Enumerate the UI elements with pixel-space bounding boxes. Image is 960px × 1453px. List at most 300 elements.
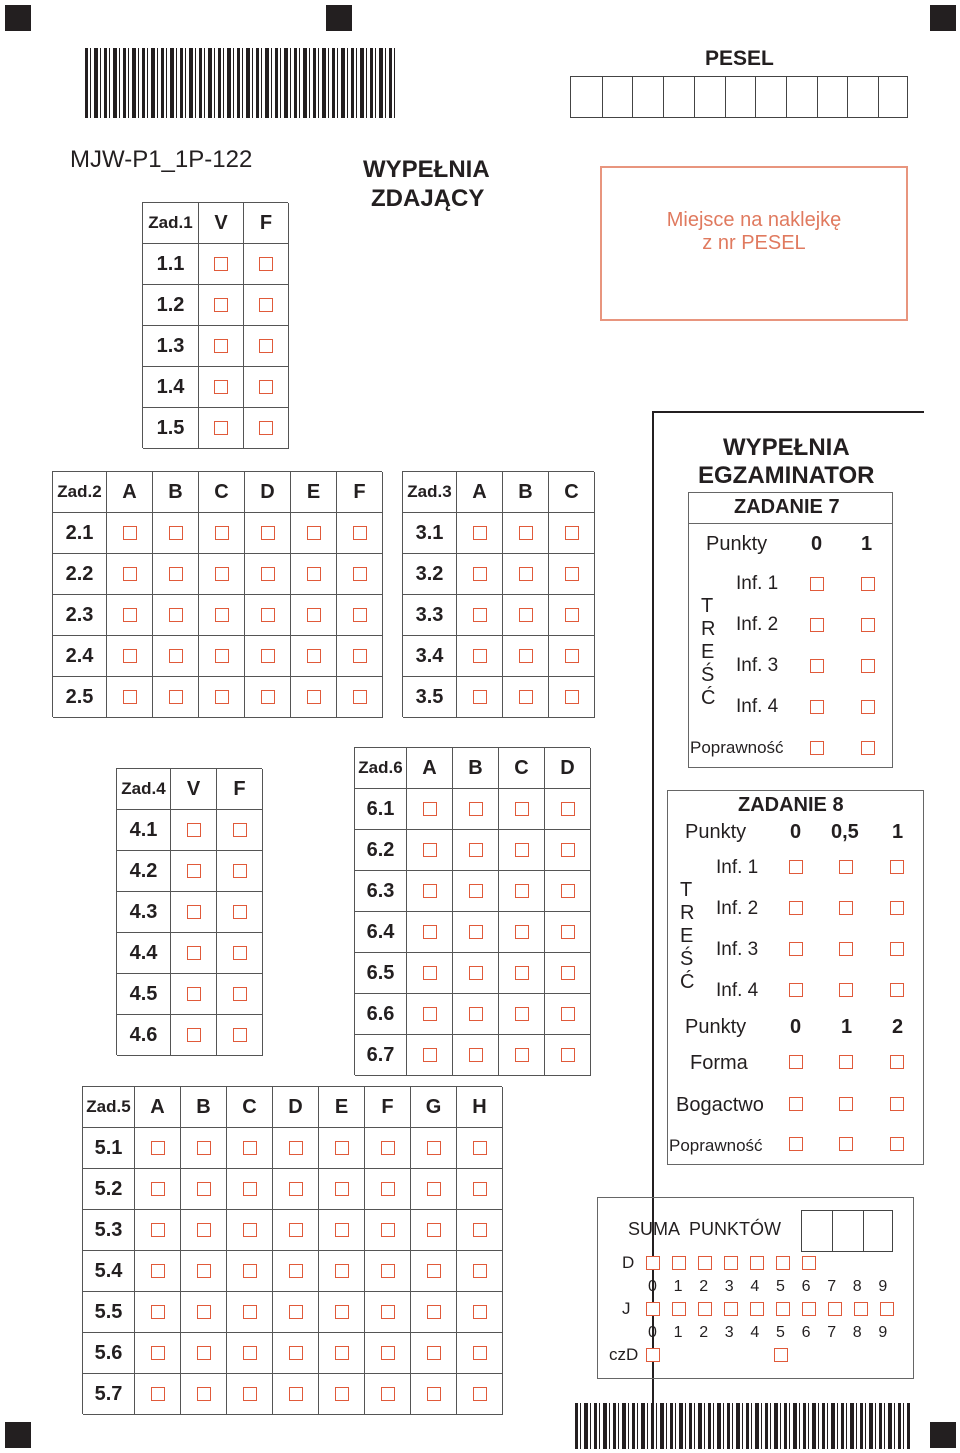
answer-checkbox[interactable]	[197, 1223, 211, 1237]
answer-checkbox[interactable]	[233, 987, 247, 1001]
task7-checkbox[interactable]	[810, 577, 824, 591]
task8-inf-label: Inf. 4	[716, 980, 759, 1001]
task4-answer-cell	[171, 933, 217, 974]
answer-checkbox[interactable]	[381, 1346, 395, 1360]
answer-checkbox[interactable]	[335, 1305, 349, 1319]
task6-col-D: D	[545, 748, 591, 789]
answer-checkbox[interactable]	[289, 1182, 303, 1196]
task6-answer-cell	[407, 789, 453, 830]
answer-checkbox[interactable]	[243, 1141, 257, 1155]
task6-row-label: 6.3	[355, 871, 407, 912]
answer-checkbox[interactable]	[169, 567, 183, 581]
task2-col-B: B	[153, 472, 199, 513]
task8-checkbox[interactable]	[890, 901, 904, 915]
answer-checkbox[interactable]	[261, 526, 275, 540]
task2-answer-cell	[199, 595, 245, 636]
answer-checkbox[interactable]	[423, 1048, 437, 1062]
answer-checkbox[interactable]	[423, 843, 437, 857]
answer-checkbox[interactable]	[353, 690, 367, 704]
answer-checkbox[interactable]	[307, 690, 321, 704]
task8-checkbox[interactable]	[789, 860, 803, 874]
task3-row-label: 3.3	[403, 595, 457, 636]
barcode-bottom	[575, 1403, 910, 1449]
fill-by-student-line2: ZDAJĄCY	[371, 185, 485, 212]
task3-col-C: C	[549, 472, 595, 513]
sum-j-checkbox[interactable]	[802, 1302, 816, 1316]
task2-answer-cell	[107, 513, 153, 554]
answer-checkbox[interactable]	[233, 905, 247, 919]
task7-inf-label: Inf. 2	[736, 614, 779, 635]
pesel-boxes[interactable]	[570, 76, 908, 118]
answer-checkbox[interactable]	[197, 1387, 211, 1401]
answer-checkbox[interactable]	[335, 1264, 349, 1278]
sum-j-checkbox[interactable]	[750, 1302, 764, 1316]
answer-checkbox[interactable]	[259, 298, 273, 312]
sum-j-checkbox[interactable]	[828, 1302, 842, 1316]
answer-checkbox[interactable]	[565, 608, 579, 622]
task8-point-05: 0,5	[831, 821, 859, 843]
answer-checkbox[interactable]	[353, 526, 367, 540]
answer-checkbox[interactable]	[473, 690, 487, 704]
answer-checkbox[interactable]	[515, 884, 529, 898]
answer-checkbox[interactable]	[289, 1387, 303, 1401]
task8-points2-label: Punkty	[685, 1016, 747, 1038]
sum-d-checkbox[interactable]	[802, 1256, 816, 1270]
tresc-letter: T	[701, 595, 714, 617]
sum-j-digit: 2	[699, 1324, 709, 1341]
task1-answer-cell	[244, 367, 289, 408]
task8-checkbox[interactable]	[789, 942, 803, 956]
answer-checkbox[interactable]	[151, 1223, 165, 1237]
task5-answer-cell	[227, 1169, 273, 1210]
sum-j-checkbox[interactable]	[646, 1302, 660, 1316]
task8-checkbox[interactable]	[789, 901, 803, 915]
task7-checkbox[interactable]	[861, 618, 875, 632]
answer-checkbox[interactable]	[169, 526, 183, 540]
task5-answer-cell	[457, 1251, 503, 1292]
sum-j-digit: 0	[648, 1324, 657, 1341]
task1-row-label: 1.4	[143, 367, 199, 408]
answer-checkbox[interactable]	[427, 1305, 441, 1319]
task8-checkbox[interactable]	[839, 1097, 853, 1111]
sum-czd-checkbox[interactable]	[646, 1348, 660, 1362]
answer-checkbox[interactable]	[565, 649, 579, 663]
sum-d-checkbox[interactable]	[724, 1256, 738, 1270]
task8-checkbox[interactable]	[839, 901, 853, 915]
answer-checkbox[interactable]	[473, 649, 487, 663]
sum-j-checkbox[interactable]	[880, 1302, 894, 1316]
task8-inf-label: Inf. 1	[716, 857, 759, 878]
answer-checkbox[interactable]	[473, 1387, 487, 1401]
answer-checkbox[interactable]	[473, 526, 487, 540]
task7-checkbox[interactable]	[861, 700, 875, 714]
answer-checkbox[interactable]	[427, 1346, 441, 1360]
task1-row-label: 1.5	[143, 408, 199, 449]
answer-checkbox[interactable]	[473, 1305, 487, 1319]
answer-checkbox[interactable]	[243, 1264, 257, 1278]
answer-checkbox[interactable]	[214, 339, 228, 353]
task7-inf-label: Inf. 4	[736, 696, 779, 717]
answer-checkbox[interactable]	[261, 608, 275, 622]
task4-answer-cell	[217, 851, 263, 892]
answer-checkbox[interactable]	[214, 380, 228, 394]
sum-j-checkbox[interactable]	[672, 1302, 686, 1316]
answer-checkbox[interactable]	[427, 1141, 441, 1155]
answer-checkbox[interactable]	[123, 690, 137, 704]
task6-answer-cell	[545, 871, 591, 912]
sum-j-digit: 8	[852, 1324, 862, 1341]
task5-answer-cell	[365, 1374, 411, 1415]
task8-title: ZADANIE 8	[738, 794, 844, 816]
answer-checkbox[interactable]	[335, 1346, 349, 1360]
answer-checkbox[interactable]	[515, 802, 529, 816]
task8-checkbox[interactable]	[890, 1137, 904, 1151]
task5-col-A: A	[135, 1087, 181, 1128]
pesel-digit-divider	[755, 77, 756, 117]
answer-checkbox[interactable]	[519, 690, 533, 704]
task4-answer-cell	[217, 1015, 263, 1056]
answer-checkbox[interactable]	[243, 1223, 257, 1237]
answer-checkbox[interactable]	[187, 823, 201, 837]
answer-checkbox[interactable]	[473, 608, 487, 622]
answer-checkbox[interactable]	[233, 946, 247, 960]
examiner-border-top	[652, 411, 924, 413]
answer-checkbox[interactable]	[335, 1223, 349, 1237]
task1-row-label: 1.3	[143, 326, 199, 367]
task3-answer-cell	[457, 677, 503, 718]
answer-checkbox[interactable]	[187, 946, 201, 960]
tresc-letter: T	[680, 879, 693, 901]
answer-checkbox[interactable]	[215, 649, 229, 663]
task6-answer-cell	[407, 1035, 453, 1076]
sum-czd-checkbox[interactable]	[774, 1348, 788, 1362]
answer-checkbox[interactable]	[469, 966, 483, 980]
task5-answer-cell	[181, 1128, 227, 1169]
answer-checkbox[interactable]	[353, 567, 367, 581]
answer-checkbox[interactable]	[561, 925, 575, 939]
answer-checkbox[interactable]	[215, 608, 229, 622]
answer-checkbox[interactable]	[519, 649, 533, 663]
answer-checkbox[interactable]	[473, 1223, 487, 1237]
answer-checkbox[interactable]	[197, 1346, 211, 1360]
task5-answer-cell	[411, 1333, 457, 1374]
answer-checkbox[interactable]	[519, 526, 533, 540]
answer-checkbox[interactable]	[427, 1264, 441, 1278]
task6-answer-cell	[499, 789, 545, 830]
answer-checkbox[interactable]	[515, 925, 529, 939]
answer-checkbox[interactable]	[353, 649, 367, 663]
task2-grid	[52, 471, 382, 717]
task4-grid	[116, 768, 262, 1055]
sum-d-checkbox[interactable]	[776, 1256, 790, 1270]
task2-answer-cell	[337, 636, 383, 677]
task5-answer-cell	[273, 1128, 319, 1169]
answer-checkbox[interactable]	[427, 1182, 441, 1196]
answer-checkbox[interactable]	[565, 567, 579, 581]
task7-checkbox[interactable]	[861, 659, 875, 673]
answer-checkbox[interactable]	[381, 1141, 395, 1155]
answer-checkbox[interactable]	[215, 567, 229, 581]
task1-answer-cell	[199, 408, 244, 449]
task3-row-label: 3.5	[403, 677, 457, 718]
answer-checkbox[interactable]	[169, 608, 183, 622]
answer-checkbox[interactable]	[151, 1182, 165, 1196]
task2-answer-cell	[199, 677, 245, 718]
answer-checkbox[interactable]	[427, 1387, 441, 1401]
sum-j-checkbox[interactable]	[724, 1302, 738, 1316]
answer-checkbox[interactable]	[473, 567, 487, 581]
tresc-letter: Ś	[680, 948, 694, 970]
task5-answer-cell	[365, 1169, 411, 1210]
answer-checkbox[interactable]	[215, 526, 229, 540]
answer-checkbox[interactable]	[123, 649, 137, 663]
tresc-letter: E	[701, 641, 715, 663]
answer-checkbox[interactable]	[307, 567, 321, 581]
sum-d-checkbox[interactable]	[750, 1256, 764, 1270]
answer-checkbox[interactable]	[215, 690, 229, 704]
task7-inf-label: Inf. 1	[736, 573, 779, 594]
answer-checkbox[interactable]	[151, 1305, 165, 1319]
task3-row-label: 3.4	[403, 636, 457, 677]
answer-checkbox[interactable]	[197, 1141, 211, 1155]
answer-checkbox[interactable]	[289, 1141, 303, 1155]
answer-checkbox[interactable]	[423, 966, 437, 980]
answer-checkbox[interactable]	[473, 1141, 487, 1155]
answer-checkbox[interactable]	[473, 1346, 487, 1360]
answer-checkbox[interactable]	[307, 608, 321, 622]
answer-checkbox[interactable]	[519, 608, 533, 622]
task8-checkbox[interactable]	[839, 860, 853, 874]
answer-checkbox[interactable]	[243, 1182, 257, 1196]
task7-inf-label: Inf. 3	[736, 655, 779, 676]
answer-checkbox[interactable]	[469, 802, 483, 816]
answer-checkbox[interactable]	[187, 987, 201, 1001]
answer-checkbox[interactable]	[197, 1182, 211, 1196]
task8-checkbox[interactable]	[890, 1055, 904, 1069]
answer-checkbox[interactable]	[381, 1387, 395, 1401]
task4-col-F: F	[217, 769, 263, 810]
answer-checkbox[interactable]	[197, 1264, 211, 1278]
tresc-letter: E	[680, 925, 694, 947]
task5-answer-cell	[319, 1333, 365, 1374]
answer-checkbox[interactable]	[561, 966, 575, 980]
sum-d-checkbox[interactable]	[646, 1256, 660, 1270]
answer-checkbox[interactable]	[515, 843, 529, 857]
answer-checkbox[interactable]	[259, 421, 273, 435]
sticker-area	[600, 166, 908, 321]
answer-checkbox[interactable]	[469, 843, 483, 857]
answer-checkbox[interactable]	[335, 1141, 349, 1155]
sum-entry-boxes[interactable]	[801, 1210, 893, 1252]
answer-checkbox[interactable]	[243, 1346, 257, 1360]
task4-row-label: 4.4	[117, 933, 171, 974]
answer-checkbox[interactable]	[261, 649, 275, 663]
answer-checkbox[interactable]	[214, 257, 228, 271]
task8-checkbox[interactable]	[890, 942, 904, 956]
task3-answer-cell	[503, 513, 549, 554]
task2-row-label: 2.3	[53, 595, 107, 636]
answer-checkbox[interactable]	[469, 925, 483, 939]
answer-checkbox[interactable]	[243, 1305, 257, 1319]
answer-checkbox[interactable]	[561, 1048, 575, 1062]
answer-checkbox[interactable]	[335, 1387, 349, 1401]
task3-answer-cell	[549, 636, 595, 677]
answer-checkbox[interactable]	[261, 567, 275, 581]
task2-answer-cell	[107, 636, 153, 677]
task7-checkbox[interactable]	[810, 741, 824, 755]
answer-checkbox[interactable]	[561, 843, 575, 857]
answer-checkbox[interactable]	[233, 864, 247, 878]
sum-czd-label: czD	[609, 1345, 639, 1364]
task3-row-label: 3.2	[403, 554, 457, 595]
task5-row-label: 5.7	[83, 1374, 135, 1415]
answer-checkbox[interactable]	[289, 1305, 303, 1319]
task8-checkbox[interactable]	[839, 1055, 853, 1069]
task5-answer-cell	[181, 1169, 227, 1210]
sum-j-checkbox[interactable]	[698, 1302, 712, 1316]
task5-answer-cell	[457, 1169, 503, 1210]
answer-checkbox[interactable]	[259, 380, 273, 394]
answer-checkbox[interactable]	[187, 905, 201, 919]
task5-row-label: 5.1	[83, 1128, 135, 1169]
tresc-letter: Ś	[701, 664, 715, 686]
answer-checkbox[interactable]	[381, 1264, 395, 1278]
task5-answer-cell	[457, 1374, 503, 1415]
task2-answer-cell	[245, 636, 291, 677]
answer-checkbox[interactable]	[261, 690, 275, 704]
task7-points-label: Punkty	[706, 533, 768, 555]
answer-checkbox[interactable]	[214, 421, 228, 435]
answer-checkbox[interactable]	[151, 1264, 165, 1278]
task8-checkbox[interactable]	[839, 983, 853, 997]
task8-checkbox[interactable]	[839, 942, 853, 956]
task5-col-D: D	[273, 1087, 319, 1128]
task4-answer-cell	[171, 892, 217, 933]
task5-row-label: 5.5	[83, 1292, 135, 1333]
answer-checkbox[interactable]	[473, 1264, 487, 1278]
sum-d-digit: 7	[827, 1278, 837, 1295]
answer-checkbox[interactable]	[123, 526, 137, 540]
task7-checkbox[interactable]	[861, 741, 875, 755]
task8-checkbox[interactable]	[789, 1137, 803, 1151]
answer-checkbox[interactable]	[169, 690, 183, 704]
answer-checkbox[interactable]	[469, 1007, 483, 1021]
task5-answer-cell	[319, 1251, 365, 1292]
task7-checkbox[interactable]	[810, 700, 824, 714]
task2-answer-cell	[245, 513, 291, 554]
answer-checkbox[interactable]	[187, 864, 201, 878]
pesel-digit-divider	[786, 77, 787, 117]
task8-checkbox[interactable]	[839, 1137, 853, 1151]
answer-checkbox[interactable]	[519, 567, 533, 581]
answer-checkbox[interactable]	[381, 1182, 395, 1196]
pesel-digit-divider	[694, 77, 695, 117]
task8-checkbox[interactable]	[890, 860, 904, 874]
answer-checkbox[interactable]	[561, 1007, 575, 1021]
task8-checkbox[interactable]	[890, 983, 904, 997]
answer-checkbox[interactable]	[469, 884, 483, 898]
answer-checkbox[interactable]	[307, 526, 321, 540]
answer-checkbox[interactable]	[169, 649, 183, 663]
task8-checkbox[interactable]	[789, 983, 803, 997]
answer-checkbox[interactable]	[423, 802, 437, 816]
task7-checkbox[interactable]	[810, 618, 824, 632]
task1-col-F: F	[244, 203, 289, 244]
answer-checkbox[interactable]	[353, 608, 367, 622]
answer-checkbox[interactable]	[197, 1305, 211, 1319]
task2-answer-cell	[153, 636, 199, 677]
answer-checkbox[interactable]	[469, 1048, 483, 1062]
answer-checkbox[interactable]	[233, 1028, 247, 1042]
task6-answer-cell	[499, 912, 545, 953]
task8-checkbox[interactable]	[789, 1055, 803, 1069]
answer-checkbox[interactable]	[151, 1387, 165, 1401]
answer-checkbox[interactable]	[289, 1346, 303, 1360]
answer-checkbox[interactable]	[187, 1028, 201, 1042]
answer-checkbox[interactable]	[259, 257, 273, 271]
answer-checkbox[interactable]	[515, 1048, 529, 1062]
task2-answer-cell	[107, 595, 153, 636]
task5-row-label: 5.2	[83, 1169, 135, 1210]
answer-checkbox[interactable]	[289, 1223, 303, 1237]
task7-checkbox[interactable]	[861, 577, 875, 591]
task5-answer-cell	[411, 1374, 457, 1415]
answer-checkbox[interactable]	[565, 690, 579, 704]
answer-checkbox[interactable]	[515, 966, 529, 980]
task2-answer-cell	[199, 554, 245, 595]
answer-checkbox[interactable]	[335, 1182, 349, 1196]
sum-j-checkbox[interactable]	[854, 1302, 868, 1316]
answer-checkbox[interactable]	[423, 925, 437, 939]
answer-checkbox[interactable]	[259, 339, 273, 353]
answer-checkbox[interactable]	[307, 649, 321, 663]
task8-checkbox[interactable]	[789, 1097, 803, 1111]
answer-checkbox[interactable]	[381, 1223, 395, 1237]
sum-d-label: D	[622, 1253, 635, 1272]
answer-checkbox[interactable]	[427, 1223, 441, 1237]
task7-checkbox[interactable]	[810, 659, 824, 673]
answer-checkbox[interactable]	[289, 1264, 303, 1278]
answer-checkbox[interactable]	[151, 1346, 165, 1360]
answer-checkbox[interactable]	[473, 1182, 487, 1196]
task5-answer-cell	[365, 1128, 411, 1169]
sum-d-checkbox[interactable]	[672, 1256, 686, 1270]
answer-checkbox[interactable]	[243, 1387, 257, 1401]
sum-j-checkbox[interactable]	[776, 1302, 790, 1316]
answer-checkbox[interactable]	[381, 1305, 395, 1319]
answer-checkbox[interactable]	[423, 884, 437, 898]
task2-col-D: D	[245, 472, 291, 513]
answer-checkbox[interactable]	[123, 567, 137, 581]
task5-answer-cell	[273, 1210, 319, 1251]
task5-answer-cell	[319, 1210, 365, 1251]
answer-checkbox[interactable]	[151, 1141, 165, 1155]
sum-d-digit: 6	[801, 1278, 811, 1295]
task8-checkbox[interactable]	[890, 1097, 904, 1111]
answer-checkbox[interactable]	[214, 298, 228, 312]
task6-answer-cell	[453, 912, 499, 953]
answer-checkbox[interactable]	[123, 608, 137, 622]
answer-checkbox[interactable]	[561, 802, 575, 816]
answer-checkbox[interactable]	[565, 526, 579, 540]
answer-checkbox[interactable]	[515, 1007, 529, 1021]
answer-checkbox[interactable]	[423, 1007, 437, 1021]
task5-answer-cell	[319, 1128, 365, 1169]
task5-answer-cell	[457, 1333, 503, 1374]
answer-checkbox[interactable]	[561, 884, 575, 898]
sum-d-checkbox[interactable]	[698, 1256, 712, 1270]
answer-checkbox[interactable]	[233, 823, 247, 837]
